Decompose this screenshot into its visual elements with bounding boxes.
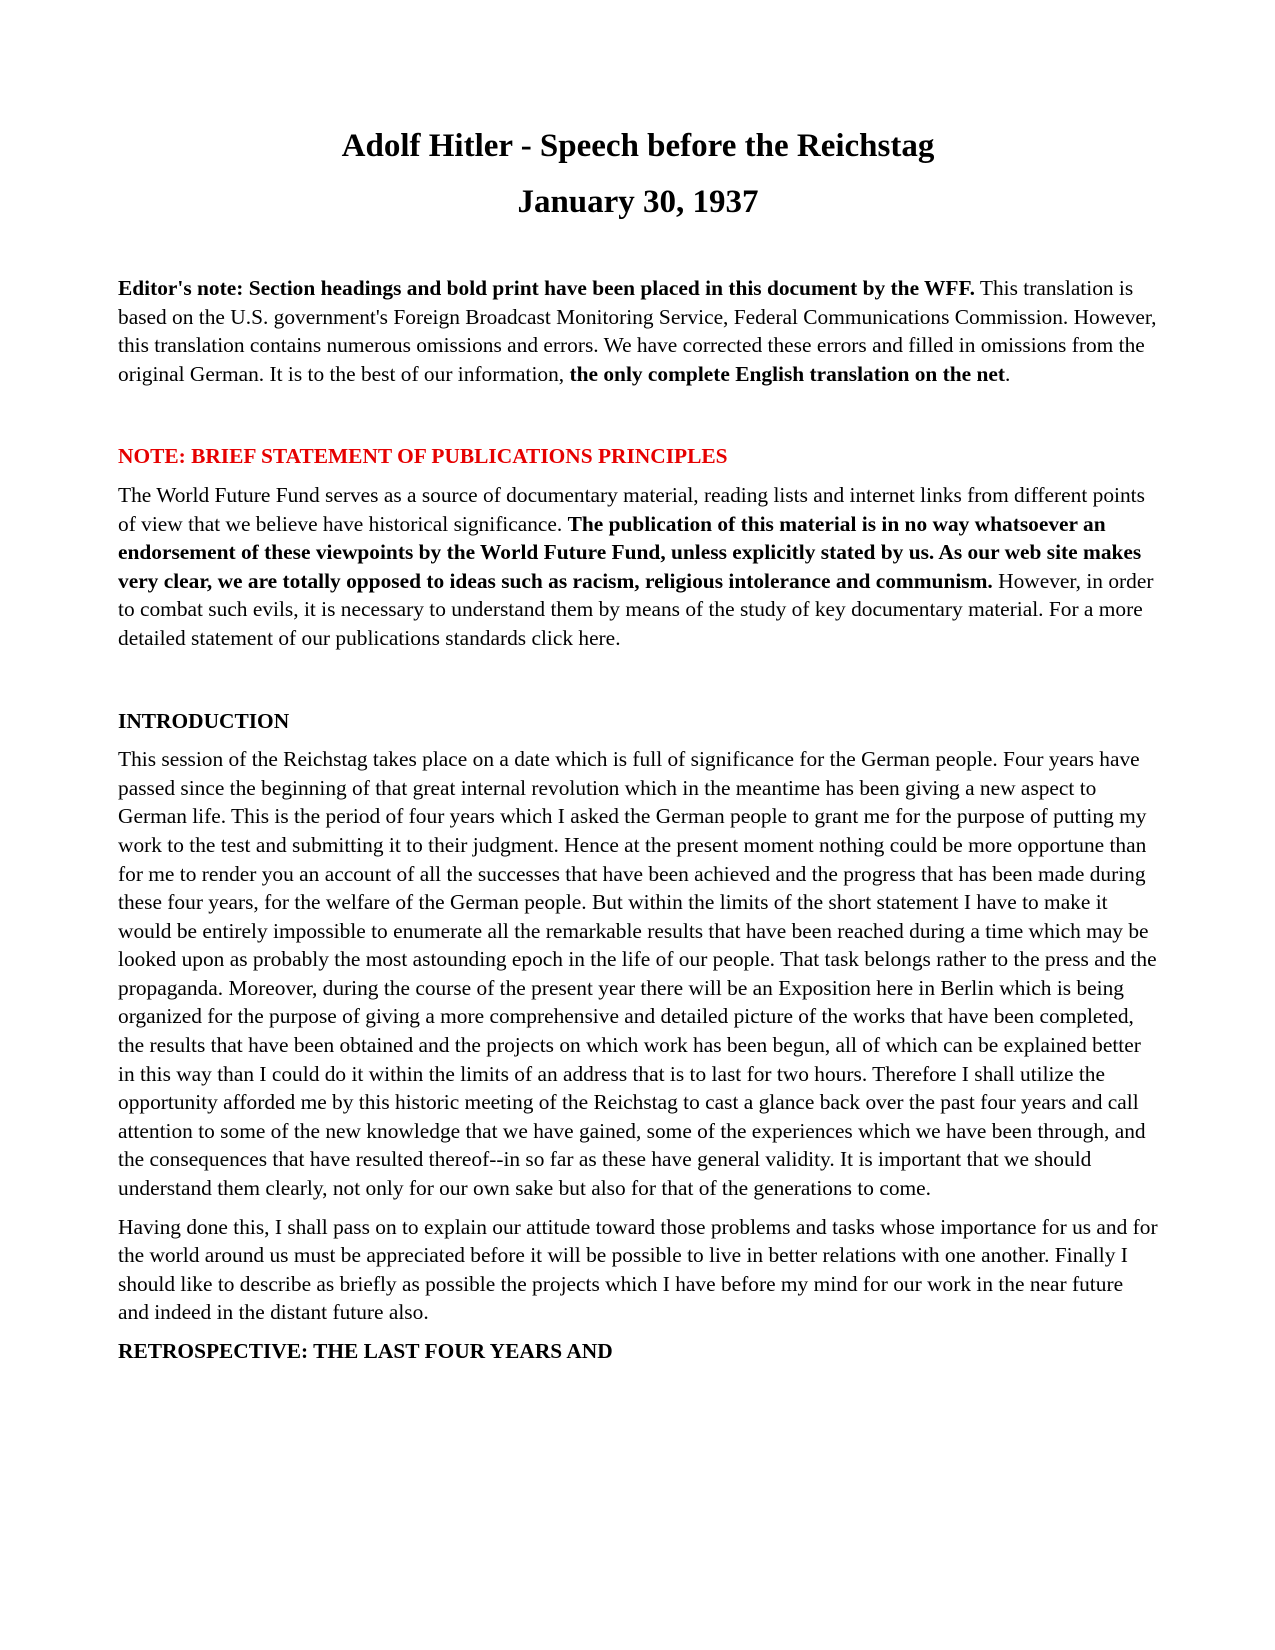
title-block [118, 118, 1158, 230]
principles-text-end: However, in order to combat such evils, it is necessary to understand them by means of the study of key documentary material. For a more detailed statement of our publications standards [118, 568, 1154, 650]
principles-statement [118, 481, 1158, 653]
retrospective-heading: RETROSPECTIVE: THE LAST FOUR YEARS AND [118, 1339, 613, 1363]
introduction-paragraph: Having done this, I shall pass on to explain our attitude toward those problems and tasks whose importance for us and for the world around us must be appreciated before it will be possible to live in better relations with one another. Finally I should like to describe as briefly as possible the projects which I have before my mind for our work in the near future and indeed in the distant future also. [118, 1214, 1158, 1325]
principles-final: . [615, 625, 621, 650]
publication-standards-link[interactable]: click here [531, 625, 616, 650]
editor-note-text: This translation is based on the U.S. government's Foreign Broadcast Monitoring Service, Federal Communications Commission. However, this translation contains numerous omissions and errors. We have corrected these errors and filled in omissions from the original German. It is to the best of our information, [118, 276, 1157, 386]
introduction-heading: INTRODUCTION [118, 708, 290, 733]
document-page [118, 118, 1158, 1376]
editor-note-bold-end: the only complete English translation on the net [569, 361, 1006, 386]
principles-text-start: The World Future Fund serves as a source of documentary material, reading lists and internet links from different points of view that we believe have historical significance. [118, 482, 1145, 536]
principles-heading: NOTE: BRIEF STATEMENT OF PUBLICATIONS PRINCIPLES [118, 444, 728, 469]
principles-bold: The publication of this material is in no way whatsoever an endorsement of these viewpoints by the World Future Fund, unless explicitly stated by us. As our web site makes very clear, we are totally opposed to ideas such as racism, religious intolerance and communism. [118, 511, 1142, 593]
editor-note-bold-intro: Editor's note: Section headings and bold print have been placed in this document by the WFF. [118, 276, 975, 300]
introduction-paragraph: This session of the Reichstag takes place on a date which is full of significance for the German people. Four years have passed since the beginning of that great internal revolution which in the meantime has been giving a new aspect to German life. This is the period of four years which I asked the German people to grant me for the purpose of putting my work to the test and submitting it to their judgment. Hence at the present moment nothing could be more opportune than for me to render you an account of all the successes that have been achieved and the progress that has been made during these four years, for the welfare of the German people. But within the limits of the short statement I have to make it would be entirely impossible to enumerate all the remarkable results that have been reached during a time which may be looked upon as probably the most astounding epoch in the life of our people. That task belongs rather to the press and the propaganda. Moreover, during the course of the present year there will be an Exposition here in Berlin which is being organized for the purpose of giving a more comprehensive and detailed picture of the works that have been completed, the results that have been obtained and the projects on which work has been begun, all of which can be explained better in this way than I could do it within the limits of an address that is to last for two hours. Therefore I shall utilize the opportunity afforded me by this historic meeting of the Reichstag to cast a glance back over the past four years and call attention to some of the new knowledge that we have gained, some of the experiences which we have been through, and the consequences that have resulted thereof--in so far as these have general validity. It is important that we should understand them clearly, not only for our own sake but also for that of the generations to come. [118, 747, 1157, 1201]
document-title: Adolf Hitler - Speech before the Reichstag [341, 128, 935, 164]
editor-note-end: . [1005, 361, 1011, 386]
document-date: January 30, 1937 [517, 184, 759, 220]
editor-note [118, 274, 1158, 388]
